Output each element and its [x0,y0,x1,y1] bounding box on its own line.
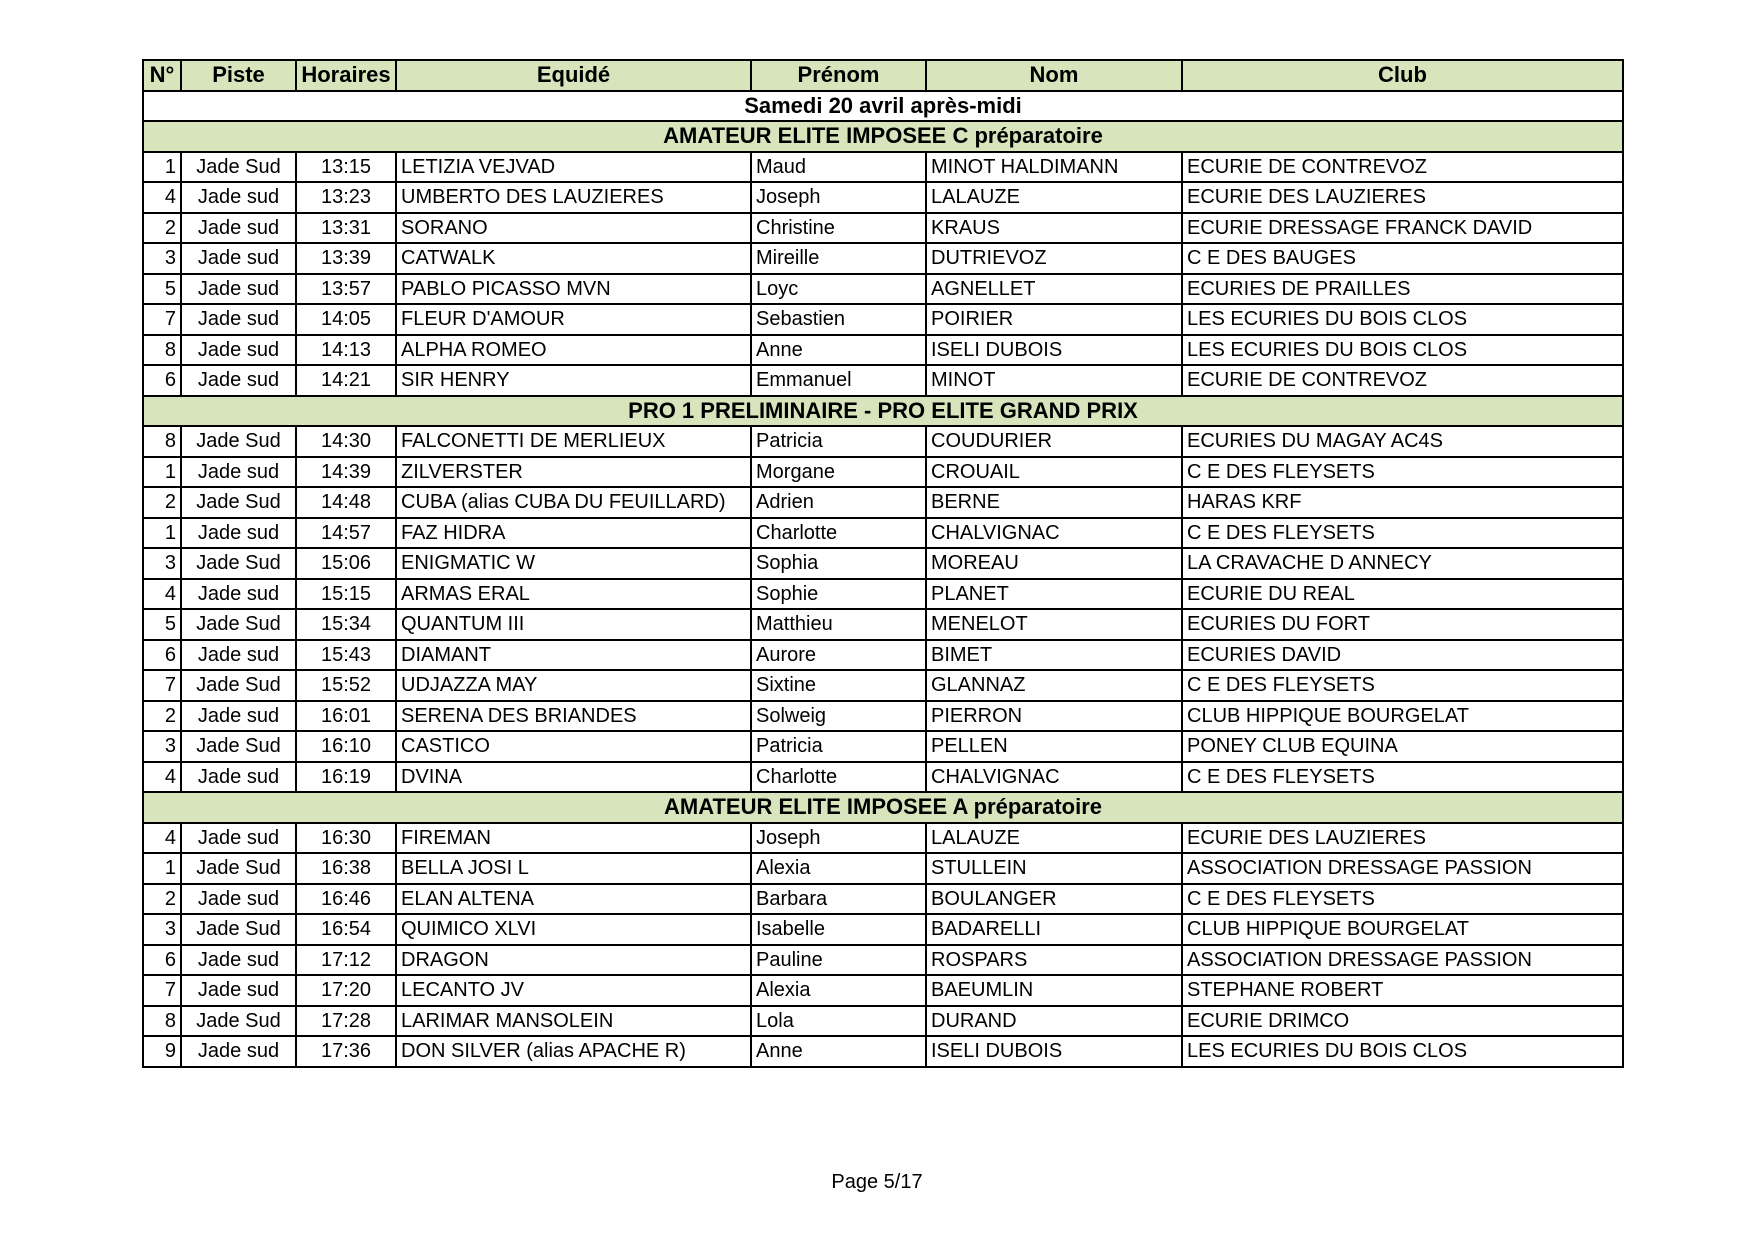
cell-nom: BADARELLI [926,914,1182,945]
cell-club: ECURIE DRESSAGE FRANCK DAVID [1182,213,1623,244]
cell-equide: UDJAZZA MAY [396,670,751,701]
cell-prenom: Pauline [751,945,926,976]
cell-nom: MENELOT [926,609,1182,640]
cell-piste: Jade Sud [181,548,296,579]
cell-prenom: Alexia [751,975,926,1006]
cell-club: C E DES FLEYSETS [1182,518,1623,549]
table-row [143,304,1623,335]
cell-piste: Jade Sud [181,1006,296,1037]
cell-equide: DIAMANT [396,640,751,671]
cell-nom: CHALVIGNAC [926,762,1182,793]
cell-prenom: Matthieu [751,609,926,640]
cell-prenom: Loyc [751,274,926,305]
cell-club: C E DES FLEYSETS [1182,884,1623,915]
section-title: PRO 1 PRELIMINAIRE - PRO ELITE GRAND PRIX [143,396,1623,427]
cell-piste: Jade sud [181,640,296,671]
cell-nom: BIMET [926,640,1182,671]
cell-equide: SORANO [396,213,751,244]
cell-club: LES ECURIES DU BOIS CLOS [1182,304,1623,335]
cell-club: C E DES BAUGES [1182,243,1623,274]
cell-piste: Jade sud [181,335,296,366]
cell-horaires: 16:01 [296,701,396,732]
cell-equide: CASTICO [396,731,751,762]
cell-horaires: 14:21 [296,365,396,396]
cell-num: 5 [143,609,181,640]
cell-club: C E DES FLEYSETS [1182,457,1623,488]
table-row [143,914,1623,945]
cell-prenom: Charlotte [751,762,926,793]
cell-equide: LARIMAR MANSOLEIN [396,1006,751,1037]
cell-nom: MINOT [926,365,1182,396]
cell-prenom: Anne [751,1036,926,1067]
cell-num: 1 [143,457,181,488]
cell-horaires: 17:12 [296,945,396,976]
cell-nom: MOREAU [926,548,1182,579]
table-row [143,884,1623,915]
cell-num: 3 [143,914,181,945]
cell-piste: Jade Sud [181,609,296,640]
cell-piste: Jade sud [181,304,296,335]
table-row [143,823,1623,854]
cell-num: 1 [143,518,181,549]
cell-piste: Jade Sud [181,152,296,183]
cell-horaires: 17:28 [296,1006,396,1037]
cell-num: 3 [143,243,181,274]
cell-equide: QUIMICO XLVI [396,914,751,945]
section-header-row [143,396,1623,427]
cell-piste: Jade sud [181,1036,296,1067]
cell-equide: SIR HENRY [396,365,751,396]
table-row [143,1006,1623,1037]
cell-nom: BOULANGER [926,884,1182,915]
table-row [143,762,1623,793]
cell-piste: Jade sud [181,823,296,854]
cell-prenom: Barbara [751,884,926,915]
cell-horaires: 15:52 [296,670,396,701]
col-header-num: N° [143,60,181,91]
table-row [143,274,1623,305]
cell-horaires: 15:06 [296,548,396,579]
cell-horaires: 17:36 [296,1036,396,1067]
cell-equide: FALCONETTI DE MERLIEUX [396,426,751,457]
table-row [143,701,1623,732]
cell-horaires: 13:31 [296,213,396,244]
cell-nom: PLANET [926,579,1182,610]
cell-piste: Jade sud [181,182,296,213]
cell-horaires: 17:20 [296,975,396,1006]
cell-prenom: Christine [751,213,926,244]
cell-prenom: Patricia [751,426,926,457]
cell-num: 8 [143,426,181,457]
cell-num: 9 [143,1036,181,1067]
cell-club: ECURIE DRIMCO [1182,1006,1623,1037]
cell-prenom: Lola [751,1006,926,1037]
col-header-prenom: Prénom [751,60,926,91]
section-title: AMATEUR ELITE IMPOSEE A préparatoire [143,792,1623,823]
cell-prenom: Mireille [751,243,926,274]
cell-num: 4 [143,823,181,854]
cell-horaires: 16:19 [296,762,396,793]
cell-num: 7 [143,975,181,1006]
section-title: AMATEUR ELITE IMPOSEE C préparatoire [143,121,1623,152]
cell-equide: PABLO PICASSO MVN [396,274,751,305]
cell-horaires: 14:57 [296,518,396,549]
cell-nom: MINOT HALDIMANN [926,152,1182,183]
table-header [143,60,1623,91]
cell-club: ASSOCIATION DRESSAGE PASSION [1182,853,1623,884]
cell-club: C E DES FLEYSETS [1182,762,1623,793]
cell-nom: AGNELLET [926,274,1182,305]
day-row [143,91,1623,122]
cell-equide: DRAGON [396,945,751,976]
cell-num: 8 [143,1006,181,1037]
cell-nom: CROUAIL [926,457,1182,488]
table-row [143,487,1623,518]
cell-club: LES ECURIES DU BOIS CLOS [1182,335,1623,366]
table-row [143,731,1623,762]
cell-prenom: Joseph [751,823,926,854]
cell-club: ECURIE DE CONTREVOZ [1182,365,1623,396]
cell-horaires: 16:54 [296,914,396,945]
cell-club: ECURIES DAVID [1182,640,1623,671]
cell-club: ECURIE DU REAL [1182,579,1623,610]
cell-num: 2 [143,701,181,732]
cell-prenom: Isabelle [751,914,926,945]
cell-club: LA CRAVACHE D ANNECY [1182,548,1623,579]
cell-num: 2 [143,213,181,244]
cell-equide: BELLA JOSI L [396,853,751,884]
cell-prenom: Adrien [751,487,926,518]
cell-equide: SERENA DES BRIANDES [396,701,751,732]
table-row [143,457,1623,488]
cell-piste: Jade sud [181,762,296,793]
col-header-equide: Equidé [396,60,751,91]
cell-equide: FAZ HIDRA [396,518,751,549]
cell-piste: Jade Sud [181,487,296,518]
cell-nom: LALAUZE [926,823,1182,854]
cell-num: 5 [143,274,181,305]
cell-nom: GLANNAZ [926,670,1182,701]
cell-nom: LALAUZE [926,182,1182,213]
cell-num: 6 [143,640,181,671]
table-row [143,579,1623,610]
cell-prenom: Sebastien [751,304,926,335]
cell-piste: Jade Sud [181,426,296,457]
cell-equide: FLEUR D'AMOUR [396,304,751,335]
cell-equide: FIREMAN [396,823,751,854]
cell-piste: Jade sud [181,975,296,1006]
cell-piste: Jade sud [181,213,296,244]
table-row [143,213,1623,244]
cell-horaires: 15:34 [296,609,396,640]
col-header-piste: Piste [181,60,296,91]
cell-piste: Jade sud [181,243,296,274]
cell-piste: Jade sud [181,365,296,396]
cell-club: ASSOCIATION DRESSAGE PASSION [1182,945,1623,976]
cell-nom: DUTRIEVOZ [926,243,1182,274]
cell-prenom: Maud [751,152,926,183]
cell-piste: Jade Sud [181,914,296,945]
cell-nom: ROSPARS [926,945,1182,976]
cell-piste: Jade sud [181,884,296,915]
table-body [143,91,1623,1067]
cell-club: CLUB HIPPIQUE BOURGELAT [1182,701,1623,732]
cell-nom: PELLEN [926,731,1182,762]
col-header-nom: Nom [926,60,1182,91]
table-row [143,670,1623,701]
cell-equide: QUANTUM III [396,609,751,640]
cell-horaires: 16:30 [296,823,396,854]
cell-nom: PIERRON [926,701,1182,732]
cell-equide: DVINA [396,762,751,793]
cell-prenom: Alexia [751,853,926,884]
cell-equide: ELAN ALTENA [396,884,751,915]
cell-club: ECURIES DU FORT [1182,609,1623,640]
cell-prenom: Anne [751,335,926,366]
cell-club: ECURIE DES LAUZIERES [1182,182,1623,213]
cell-club: PONEY CLUB EQUINA [1182,731,1623,762]
cell-prenom: Solweig [751,701,926,732]
cell-num: 2 [143,487,181,518]
cell-horaires: 14:48 [296,487,396,518]
cell-piste: Jade Sud [181,731,296,762]
cell-nom: CHALVIGNAC [926,518,1182,549]
table-row [143,945,1623,976]
cell-equide: CUBA (alias CUBA DU FEUILLARD) [396,487,751,518]
section-header-row [143,121,1623,152]
cell-club: LES ECURIES DU BOIS CLOS [1182,1036,1623,1067]
cell-horaires: 14:13 [296,335,396,366]
cell-num: 1 [143,152,181,183]
cell-nom: POIRIER [926,304,1182,335]
col-header-club: Club [1182,60,1623,91]
cell-piste: Jade sud [181,579,296,610]
cell-horaires: 15:15 [296,579,396,610]
cell-horaires: 14:30 [296,426,396,457]
cell-num: 8 [143,335,181,366]
cell-piste: Jade sud [181,457,296,488]
cell-piste: Jade sud [181,274,296,305]
cell-prenom: Patricia [751,731,926,762]
cell-horaires: 16:10 [296,731,396,762]
cell-equide: ZILVERSTER [396,457,751,488]
cell-club: ECURIES DU MAGAY AC4S [1182,426,1623,457]
cell-nom: ISELI DUBOIS [926,335,1182,366]
cell-equide: LETIZIA VEJVAD [396,152,751,183]
table-row [143,609,1623,640]
day-title: Samedi 20 avril après-midi [143,91,1623,122]
cell-prenom: Sophia [751,548,926,579]
cell-equide: ENIGMATIC W [396,548,751,579]
cell-nom: BAEUMLIN [926,975,1182,1006]
table-row [143,640,1623,671]
cell-nom: KRAUS [926,213,1182,244]
cell-horaires: 14:05 [296,304,396,335]
cell-num: 1 [143,853,181,884]
cell-num: 7 [143,670,181,701]
cell-equide: CATWALK [396,243,751,274]
cell-equide: ARMAS ERAL [396,579,751,610]
cell-num: 4 [143,579,181,610]
cell-piste: Jade sud [181,518,296,549]
cell-club: HARAS KRF [1182,487,1623,518]
table-row [143,182,1623,213]
table-row [143,975,1623,1006]
cell-horaires: 16:46 [296,884,396,915]
cell-num: 2 [143,884,181,915]
col-header-horaires: Horaires [296,60,396,91]
cell-piste: Jade Sud [181,853,296,884]
cell-nom: STULLEIN [926,853,1182,884]
cell-prenom: Sophie [751,579,926,610]
cell-club: ECURIE DE CONTREVOZ [1182,152,1623,183]
cell-horaires: 13:57 [296,274,396,305]
cell-nom: BERNE [926,487,1182,518]
cell-nom: ISELI DUBOIS [926,1036,1182,1067]
cell-equide: DON SILVER (alias APACHE R) [396,1036,751,1067]
cell-nom: COUDURIER [926,426,1182,457]
cell-piste: Jade sud [181,701,296,732]
table-row [143,1036,1623,1067]
table-row [143,853,1623,884]
cell-piste: Jade Sud [181,670,296,701]
cell-num: 7 [143,304,181,335]
cell-num: 4 [143,762,181,793]
table-row [143,426,1623,457]
cell-num: 3 [143,731,181,762]
table-row [143,152,1623,183]
cell-horaires: 14:39 [296,457,396,488]
cell-club: CLUB HIPPIQUE BOURGELAT [1182,914,1623,945]
page-number: Page 5/17 [831,1171,923,1193]
table-row [143,518,1623,549]
cell-horaires: 15:43 [296,640,396,671]
cell-club: STEPHANE ROBERT [1182,975,1623,1006]
cell-equide: LECANTO JV [396,975,751,1006]
table-row [143,548,1623,579]
table-row [143,335,1623,366]
cell-prenom: Charlotte [751,518,926,549]
cell-prenom: Morgane [751,457,926,488]
section-header-row [143,792,1623,823]
schedule-table [142,59,1624,1068]
cell-num: 4 [143,182,181,213]
cell-equide: ALPHA ROMEO [396,335,751,366]
cell-equide: UMBERTO DES LAUZIERES [396,182,751,213]
cell-horaires: 16:38 [296,853,396,884]
cell-club: ECURIE DES LAUZIERES [1182,823,1623,854]
cell-piste: Jade sud [181,945,296,976]
cell-num: 6 [143,365,181,396]
cell-nom: DURAND [926,1006,1182,1037]
cell-num: 3 [143,548,181,579]
cell-prenom: Emmanuel [751,365,926,396]
cell-club: ECURIES DE PRAILLES [1182,274,1623,305]
table-row [143,365,1623,396]
cell-prenom: Joseph [751,182,926,213]
cell-club: C E DES FLEYSETS [1182,670,1623,701]
cell-horaires: 13:23 [296,182,396,213]
cell-prenom: Sixtine [751,670,926,701]
cell-horaires: 13:15 [296,152,396,183]
cell-num: 6 [143,945,181,976]
cell-horaires: 13:39 [296,243,396,274]
cell-prenom: Aurore [751,640,926,671]
table-row [143,243,1623,274]
